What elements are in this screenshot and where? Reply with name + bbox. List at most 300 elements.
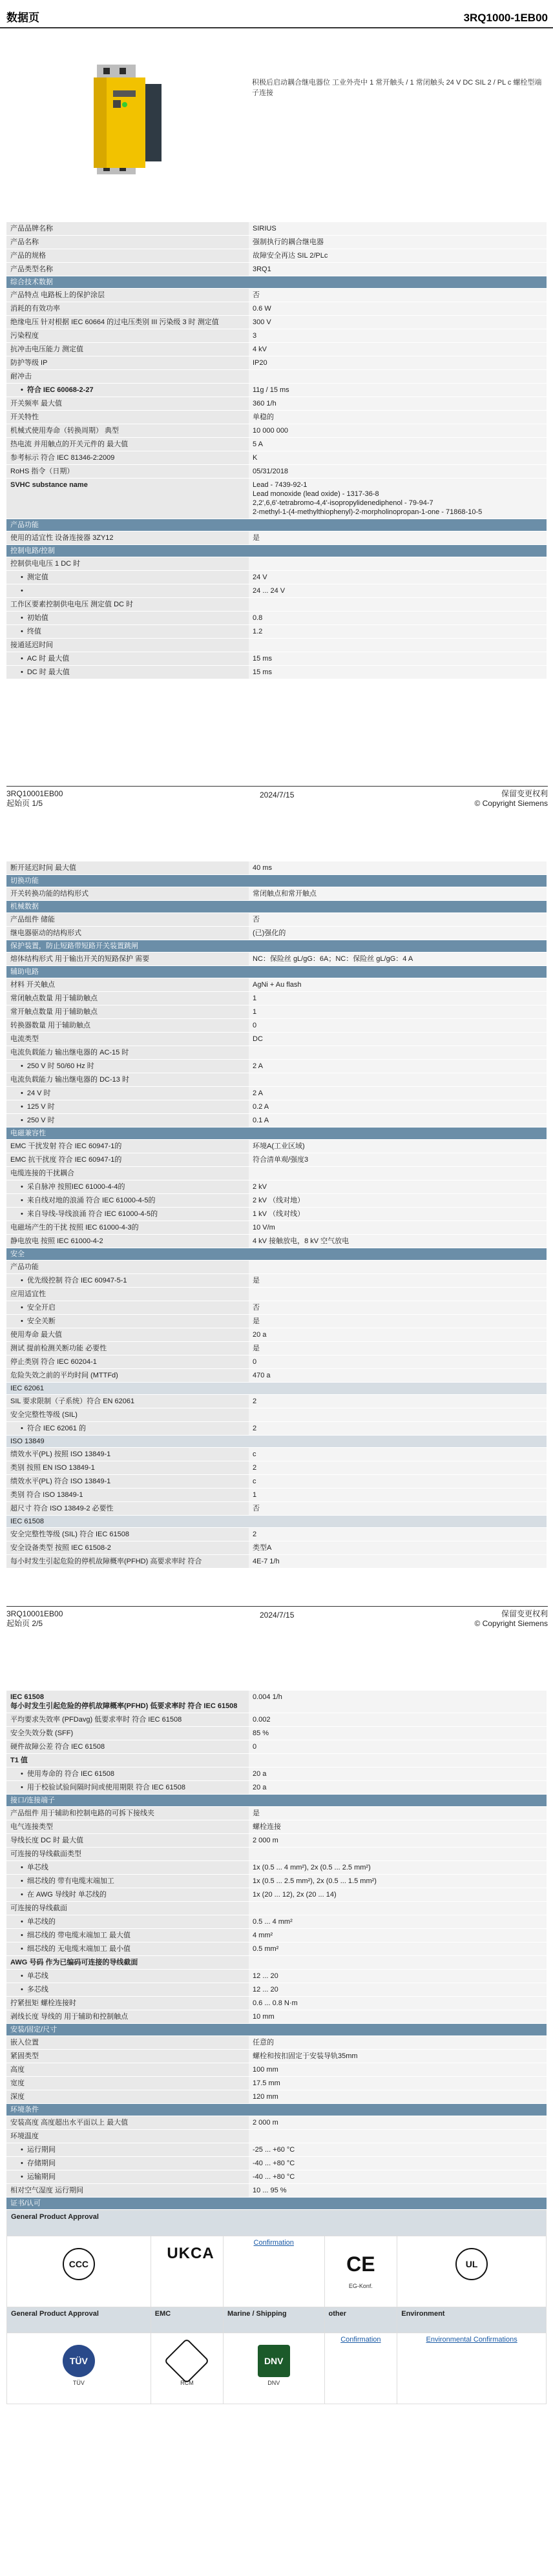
spec-row — [6, 1727, 547, 1740]
spec-row — [6, 639, 547, 652]
spec-value: 0.6 ... 0.8 N·m — [249, 1997, 547, 2010]
approval-environment[interactable] — [397, 2333, 547, 2404]
spec-value: NC：保险丝 gL/gG：6A；NC：保险丝 gL/gG：4 A — [249, 953, 547, 966]
spec-table-1 — [6, 222, 547, 679]
spec-row — [6, 571, 547, 584]
spec-key: 相对空气湿度 运行期间 — [6, 2184, 249, 2198]
spec-row — [6, 861, 547, 875]
spec-value: 1 kV （线对线） — [249, 1208, 547, 1221]
spec-row — [6, 584, 547, 598]
spec-row — [6, 1315, 547, 1328]
spec-key: • 来自线对地的浪涌 符合 IEC 61000-4-5的 — [6, 1194, 249, 1208]
spec-value: 0.1 A — [249, 1114, 547, 1128]
spec-value: 类型A — [249, 1541, 547, 1555]
spec-key: 安全完整性等级 (SIL) — [6, 1408, 249, 1422]
spec-key: 安全失效分数 (SFF) — [6, 1727, 249, 1740]
spec-row — [6, 329, 547, 343]
spec-value: K — [249, 451, 547, 465]
spec-row — [6, 1153, 547, 1167]
spec-key — [6, 584, 249, 598]
spec-key: EMC 抗干扰度 符合 IEC 60947-1的 — [6, 1153, 249, 1167]
section-title: 综合技术数据 — [6, 276, 547, 289]
spec-key: • 多芯线 — [6, 1983, 249, 1997]
spec-row — [6, 1461, 547, 1475]
spec-value: Lead - 7439-92-1 Lead monoxide (lead oxide) - 1317-36-8 2,2',6,6'-tetrabromo-4,4'-isopropylidenediphenol - 79-94-7 2-methyl-1-(4-methylthiophenyl)-2-morpholinopropan-1-one - 71868-10-5 — [249, 479, 547, 519]
spec-row — [6, 2116, 547, 2130]
spec-key: • 125 V 时 — [6, 1100, 249, 1114]
spec-value: -40 ... +80 °C — [249, 2170, 547, 2184]
spec-key: • 安全关断 — [6, 1315, 249, 1328]
spec-value: 0.002 — [249, 1713, 547, 1727]
spec-key: 产品名称 — [6, 236, 249, 249]
spec-row — [6, 1489, 547, 1502]
spec-value: 1 — [249, 992, 547, 1005]
spec-row — [6, 302, 547, 316]
spec-key: 平均要求失效率 (PFDavg) 低要求率时 符合 IEC 61508 — [6, 1713, 249, 1727]
spec-row — [6, 1033, 547, 1046]
rcm-label: RCM — [180, 2380, 194, 2386]
spec-value: 常闭触点和常开触点 — [249, 887, 547, 901]
spec-row — [6, 411, 547, 424]
spec-value: 是 — [249, 531, 547, 545]
spec-key: 熔体结构形式 用于输出开关的短路保护 需要 — [6, 953, 249, 966]
spec-value — [249, 370, 547, 384]
spec-key: 电磁场产生的干扰 按照 IEC 61000-4-3的 — [6, 1221, 249, 1235]
spec-row — [6, 666, 547, 679]
spec-row — [6, 1834, 547, 1848]
spec-row — [6, 397, 547, 411]
spec-key: • 终值 — [6, 625, 249, 639]
spec-row — [6, 1875, 547, 1888]
spec-value: DC — [249, 1033, 547, 1046]
spec-key: 每小时发生引起危险的停机故障概率(PFHD) 高要求率时 符合 — [6, 1555, 249, 1569]
spec-value: 否 — [249, 1301, 547, 1315]
spec-value — [249, 639, 547, 652]
spec-value: 17.5 mm — [249, 2077, 547, 2090]
spec-value: IP20 — [249, 356, 547, 370]
spec-value: 是 — [249, 1807, 547, 1820]
spec-key: • 单芯线的 — [6, 1915, 249, 1929]
dnv-label: DNV — [267, 2380, 280, 2386]
approval-table — [6, 2210, 547, 2404]
product-description: 积极后启动耦合继电器位 工业外壳中 1 常开触头 / 1 常闭触头 24 V DC SIL 2 / PL c 螺栓型端子连接 — [252, 79, 542, 97]
spec-row — [6, 1555, 547, 1569]
spec-value: 0 — [249, 1019, 547, 1033]
spec-row — [6, 598, 547, 612]
spec-row — [6, 1754, 547, 1767]
spec-row — [6, 1194, 547, 1208]
spec-key: • 在 AWG 导线时 单芯线的 — [6, 1888, 249, 1902]
spec-key: 停止类别 符合 IEC 60204-1 — [6, 1355, 249, 1369]
spec-row — [6, 2143, 547, 2157]
spec-key: IEC 61508 每小时发生引起危险的停机故障概率(PFHD) 低要求率时 符合 IEC 61508 — [6, 1691, 249, 1713]
spec-row — [6, 612, 547, 625]
section-header — [6, 545, 547, 557]
spec-key: 断开延迟时间 最大值 — [6, 861, 249, 875]
ukca-icon: UKCA — [167, 2245, 214, 2262]
footer-page: 起始页 1/5 — [6, 799, 43, 808]
spec-value: 20 a — [249, 1767, 547, 1781]
spec-value — [249, 1167, 547, 1180]
section-title: 机械数据 — [6, 901, 547, 913]
spec-row — [6, 887, 547, 901]
approval-col-general: General Product Approval — [7, 2307, 151, 2333]
spec-row — [6, 2130, 547, 2143]
section-title: 保护装置，防止短路带短路开关装置跳闸 — [6, 940, 547, 953]
section-title: 电磁兼容性 — [6, 1128, 547, 1140]
spec-value: 任意的 — [249, 2036, 547, 2050]
spec-key: 应用适宜性 — [6, 1288, 249, 1301]
approval-dnv — [223, 2333, 324, 2404]
spec-value: 10 ... 95 % — [249, 2184, 547, 2198]
spec-value: 12 ... 20 — [249, 1983, 547, 1997]
spec-row — [6, 1997, 547, 2010]
spec-row — [6, 424, 547, 438]
spec-key: T1 值 — [6, 1754, 249, 1767]
spec-row — [6, 531, 547, 545]
spec-row — [6, 316, 547, 329]
page-3 — [0, 1640, 553, 2576]
approval-other-confirmation[interactable] — [324, 2333, 397, 2404]
spec-key: 产品品牌名称 — [6, 222, 249, 236]
spec-value: 0.5 mm² — [249, 1942, 547, 1956]
footer-date: 2024/7/15 — [260, 790, 295, 799]
section-header — [6, 966, 547, 978]
product-image — [6, 39, 252, 207]
spec-value: 2 A — [249, 1060, 547, 1073]
section-title: 证书/认可 — [6, 2198, 547, 2210]
spec-key: • 初始值 — [6, 612, 249, 625]
spec-value: 10 000 000 — [249, 424, 547, 438]
dnv-icon: DNV — [258, 2345, 290, 2377]
section-header — [6, 1248, 547, 1261]
spec-value: 1x (0.5 ... 2.5 mm²), 2x (0.5 ... 1.5 mm²) — [249, 1875, 547, 1888]
spec-value: 85 % — [249, 1727, 547, 1740]
spec-key: 导线长度 DC 时 最大值 — [6, 1834, 249, 1848]
section-header — [6, 901, 547, 913]
spec-row — [6, 263, 547, 276]
spec-row — [6, 1820, 547, 1834]
spec-value — [249, 557, 547, 571]
spec-key: 消耗的有效功率 — [6, 302, 249, 316]
section-title: 切换功能 — [6, 875, 547, 887]
spec-key: • 运行期间 — [6, 2143, 249, 2157]
spec-value: 12 ... 20 — [249, 1970, 547, 1983]
section-header — [6, 875, 547, 887]
spec-value: 2 kV — [249, 1180, 547, 1194]
spec-value — [249, 1408, 547, 1422]
spec-row — [6, 222, 547, 236]
footer-page: 起始页 2/5 — [6, 1619, 43, 1628]
spec-row — [6, 1114, 547, 1128]
footer-copyright: © Copyright Siemens — [474, 799, 548, 808]
spec-value: 0.5 ... 4 mm² — [249, 1915, 547, 1929]
spec-key: • DC 时 最大值 — [6, 666, 249, 679]
spec-row — [6, 1767, 547, 1781]
spec-key: 抗冲击电压能力 测定值 — [6, 343, 249, 356]
tuv-icon: TÜV — [63, 2345, 95, 2377]
spec-value: 24 V — [249, 571, 547, 584]
top-bar — [0, 0, 553, 28]
spec-value — [249, 1902, 547, 1915]
section-header — [6, 2198, 547, 2210]
spec-row — [6, 625, 547, 639]
spec-row — [6, 1740, 547, 1754]
spec-row — [6, 2077, 547, 2090]
spec-key: • 采自脉冲 按照IEC 61000-4-4的 — [6, 1180, 249, 1194]
spec-key: SVHC substance name — [6, 479, 249, 519]
spec-key: 安全完整性等级 (SIL) 符合 IEC 61508 — [6, 1528, 249, 1541]
spec-key: 电气连接类型 — [6, 1820, 249, 1834]
spec-value — [249, 2130, 547, 2143]
spec-key: 转换器数量 用于辅助触点 — [6, 1019, 249, 1033]
spec-value: 100 mm — [249, 2063, 547, 2077]
section-header — [6, 1128, 547, 1140]
spec-key: • 用于校验试验间隔时间或使用期限 符合 IEC 61508 — [6, 1781, 249, 1795]
spec-key: 超尺寸 符合 ISO 13849-2 必要性 — [6, 1502, 249, 1516]
spec-value: SIRIUS — [249, 222, 547, 236]
spec-value: -25 ... +60 °C — [249, 2143, 547, 2157]
spec-value: 0.6 W — [249, 302, 547, 316]
spec-row — [6, 2063, 547, 2077]
spec-row — [6, 1087, 547, 1100]
spec-key: • 符合 IEC 62061 的 — [6, 1422, 249, 1436]
spec-row — [6, 1328, 547, 1342]
spec-value: 否 — [249, 289, 547, 302]
tuv-label: TÜV — [72, 2380, 85, 2386]
approval-ukca — [151, 2236, 223, 2307]
environmental-confirmations-link[interactable]: Environmental Confirmations — [426, 2336, 517, 2344]
spec-key: • 来自导线-导线浪涌 符合 IEC 61000-4-5的 — [6, 1208, 249, 1221]
spec-key: 绩效水平(PL) 按照 ISO 13849-1 — [6, 1448, 249, 1461]
spec-value: 4 kV 接触放电，8 kV 空气放电 — [249, 1235, 547, 1248]
approval-ce — [324, 2236, 397, 2307]
spec-key: 产品的规格 — [6, 249, 249, 263]
spec-key: 宽度 — [6, 2077, 249, 2090]
spec-value: 24 ... 24 V — [249, 584, 547, 598]
section-title: IEC 62061 — [6, 1383, 547, 1395]
spec-key: 安装高度 高度超出水平面以上 最大值 — [6, 2116, 249, 2130]
spec-row — [6, 1848, 547, 1861]
spec-value: 0.8 — [249, 612, 547, 625]
spec-value: 10 mm — [249, 2010, 547, 2024]
ce-icon: CE — [346, 2252, 375, 2276]
spec-row — [6, 1395, 547, 1408]
spec-row — [6, 1060, 547, 1073]
spec-key: 常开触点数量 用于辅助触点 — [6, 1005, 249, 1019]
spec-row — [6, 1983, 547, 1997]
spec-value: 环境A(工业区域) — [249, 1140, 547, 1153]
section-title: 安装/固定/尺寸 — [6, 2024, 547, 2036]
spec-value: 360 1/h — [249, 397, 547, 411]
spec-row — [6, 1342, 547, 1355]
ccc-icon: CCC — [63, 2248, 95, 2280]
spec-row — [6, 1942, 547, 1956]
spec-key: 参考标示 符合 IEC 81346-2:2009 — [6, 451, 249, 465]
confirmation-link[interactable]: Confirmation — [340, 2336, 381, 2344]
spec-value: 300 V — [249, 316, 547, 329]
spec-row — [6, 2090, 547, 2104]
spec-value: 470 a — [249, 1369, 547, 1383]
spec-value: 1x (20 ... 12), 2x (20 ... 14) — [249, 1888, 547, 1902]
spec-key: 电流负载能力 输出继电器的 DC-13 时 — [6, 1073, 249, 1087]
spec-row — [6, 2184, 547, 2198]
spec-row — [6, 557, 547, 571]
spec-key: 嵌入位置 — [6, 2036, 249, 2050]
spec-value: 3RQ1 — [249, 263, 547, 276]
spec-value: 2 A — [249, 1087, 547, 1100]
approval-col-emc: EMC — [151, 2307, 223, 2333]
spec-value: AgNi + Au flash — [249, 978, 547, 992]
spec-key: 常闭触点数量 用于辅助触点 — [6, 992, 249, 1005]
spec-row — [6, 1235, 547, 1248]
spec-row — [6, 2170, 547, 2184]
spec-value: 2 — [249, 1528, 547, 1541]
spec-row — [6, 2050, 547, 2063]
rcm-icon — [164, 2338, 210, 2384]
spec-key: 继电器驱动的结构形式 — [6, 927, 249, 940]
spec-key: 绝缘电压 针对根据 IEC 60664 的过电压类别 III 污染级 3 时 测定值 — [6, 316, 249, 329]
confirmation-link[interactable]: Confirmation — [253, 2239, 294, 2247]
spec-row — [6, 451, 547, 465]
spec-key: • 单芯线 — [6, 1861, 249, 1875]
spec-key: • 优先级控制 符合 IEC 60947-5-1 — [6, 1274, 249, 1288]
spec-value: (已)强化的 — [249, 927, 547, 940]
spec-key: 工作区要素控制供电电压 测定值 DC 时 — [6, 598, 249, 612]
spec-key: 开关特性 — [6, 411, 249, 424]
spec-row — [6, 992, 547, 1005]
spec-row — [6, 465, 547, 479]
spec-key: • 存储期间 — [6, 2157, 249, 2170]
spec-row — [6, 2010, 547, 2024]
spec-value: 是 — [249, 1315, 547, 1328]
spec-key: • 符合 IEC 60068-2-27 — [6, 384, 249, 397]
spec-value — [249, 1754, 547, 1767]
spec-key: AWG 号码 作为已编码可连接的导线截面 — [6, 1956, 249, 1970]
spec-key: 电流负载能力 输出继电器的 AC-15 时 — [6, 1046, 249, 1060]
doc-id: 3RQ1000-1EB00 — [463, 12, 548, 24]
section-header — [6, 2024, 547, 2036]
footer-rights: 保留变更权利 — [501, 789, 548, 798]
section-title: 控制电路/控制 — [6, 545, 547, 557]
approval-head: General Product Approval — [7, 2210, 547, 2236]
spec-value: 1x (0.5 ... 4 mm²), 2x (0.5 ... 2.5 mm²) — [249, 1861, 547, 1875]
spec-row — [6, 1691, 547, 1713]
spec-row — [6, 953, 547, 966]
spec-key: • 细芯线的 带电缆末端加工 最大值 — [6, 1929, 249, 1942]
spec-row — [6, 1448, 547, 1461]
spec-value: 螺栓连接 — [249, 1820, 547, 1834]
section-title: IEC 61508 — [6, 1516, 547, 1528]
spec-key: • 测定值 — [6, 571, 249, 584]
spec-value: 40 ms — [249, 861, 547, 875]
spec-value: 1 — [249, 1005, 547, 1019]
spec-key: RoHS 指令（日期） — [6, 465, 249, 479]
approval-ccc — [7, 2236, 151, 2307]
spec-row — [6, 1100, 547, 1114]
approval-tuv — [7, 2333, 151, 2404]
spec-key: 环境温度 — [6, 2130, 249, 2143]
spec-key: 可连接的导线截面 — [6, 1902, 249, 1915]
spec-row — [6, 356, 547, 370]
approval-col-marine: Marine / Shipping — [223, 2307, 324, 2333]
approval-col-environment: Environment — [397, 2307, 547, 2333]
spec-key: • 250 V 时 — [6, 1114, 249, 1128]
spec-row — [6, 2157, 547, 2170]
spec-row — [6, 1369, 547, 1383]
spec-value: 4E-7 1/h — [249, 1555, 547, 1569]
spec-row — [6, 1475, 547, 1489]
approval-rcm — [151, 2333, 223, 2404]
spec-key: 使用的适宜性 设备连接器 3ZY12 — [6, 531, 249, 545]
spec-value: 20 a — [249, 1328, 547, 1342]
section-header — [6, 519, 547, 531]
spec-row — [6, 1502, 547, 1516]
spec-value: 符合清单观/强度3 — [249, 1153, 547, 1167]
spec-value: 强制执行的耦合继电器 — [249, 236, 547, 249]
spec-value — [249, 1046, 547, 1060]
spec-value: 2 kV （线对地） — [249, 1194, 547, 1208]
approval-confirmation[interactable] — [223, 2236, 324, 2307]
spec-row — [6, 479, 547, 519]
spec-key: 高度 — [6, 2063, 249, 2077]
spec-value: 05/31/2018 — [249, 465, 547, 479]
spec-table-2 — [6, 861, 547, 1569]
spec-key: 耐冲击 — [6, 370, 249, 384]
spec-row — [6, 1422, 547, 1436]
spec-row — [6, 1956, 547, 1970]
spec-key: 类别 按照 EN ISO 13849-1 — [6, 1461, 249, 1475]
footer-doc-id: 3RQ10001EB00 — [6, 1609, 63, 1618]
spec-key: 产品特点 电路板上的保护涂层 — [6, 289, 249, 302]
spec-key: • 安全开启 — [6, 1301, 249, 1315]
spec-row — [6, 289, 547, 302]
product-head — [0, 28, 553, 222]
page-2 — [0, 820, 553, 1640]
spec-value: 2 — [249, 1422, 547, 1436]
spec-key: 产品组件 储能 — [6, 913, 249, 927]
spec-key: 防护等级 IP — [6, 356, 249, 370]
spec-value — [249, 1261, 547, 1274]
spec-key: • 24 V 时 — [6, 1087, 249, 1100]
spec-key: 开关转换功能的结构形式 — [6, 887, 249, 901]
spec-key: 绩效水平(PL) 符合 ISO 13849-1 — [6, 1475, 249, 1489]
spec-key: 电流类型 — [6, 1033, 249, 1046]
spec-value: 4 kV — [249, 343, 547, 356]
spec-row — [6, 1261, 547, 1274]
spec-row — [6, 1167, 547, 1180]
spec-key: 产品组件 用于辅助和控制电路的可拆下接线夹 — [6, 1807, 249, 1820]
spec-row — [6, 927, 547, 940]
subsection-header — [6, 1436, 547, 1448]
spec-row — [6, 1713, 547, 1727]
spec-key: 材料 开关触点 — [6, 978, 249, 992]
spec-value: 10 V/m — [249, 1221, 547, 1235]
spec-table-3 — [6, 1691, 547, 2210]
spec-key: 电缆连接的干扰耦合 — [6, 1167, 249, 1180]
spec-key: 危险失效之前的平均时间 (MTTFd) — [6, 1369, 249, 1383]
spec-key: 可连接的导线截面类型 — [6, 1848, 249, 1861]
spec-row — [6, 249, 547, 263]
section-title: ISO 13849 — [6, 1436, 547, 1448]
spec-row — [6, 978, 547, 992]
section-title: 环境条件 — [6, 2104, 547, 2116]
spec-key: 机械式使用寿命（转换周期） 典型 — [6, 424, 249, 438]
doc-label: 数据页 — [6, 12, 39, 24]
spec-key: 污染程度 — [6, 329, 249, 343]
spec-row — [6, 1970, 547, 1983]
spec-row — [6, 1861, 547, 1875]
